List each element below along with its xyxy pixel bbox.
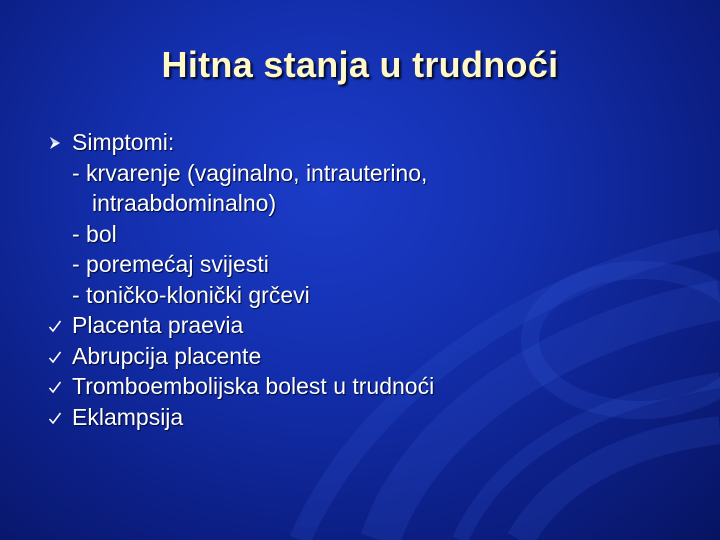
list-item-placenta-praevia: [46, 310, 706, 341]
list-item-label: Eklampsija: [72, 403, 184, 430]
bullet-list: [46, 127, 706, 432]
list-item-symptoms: [46, 127, 706, 310]
symptom-bleeding: - krvarenje (vaginalno, intrauterino,: [72, 159, 428, 186]
list-item-label: Tromboembolijska bolest u trudnoći: [72, 373, 435, 399]
symptom-pain: - bol: [72, 220, 117, 247]
checkmark-bullet-icon: [48, 371, 66, 401]
list-item-eclampsia: [46, 402, 706, 433]
slide-title: Hitna stanja u trudnoći: [161, 44, 559, 85]
list-item-label: Placenta praevia: [72, 312, 244, 338]
checkmark-bullet-icon: [48, 310, 66, 340]
list-item-label: Abrupcija placente: [72, 342, 262, 369]
list-item-abruption: [46, 341, 706, 372]
symptoms-heading: Simptomi:: [72, 129, 175, 155]
arrow-bullet-icon: [48, 127, 66, 157]
symptom-seizures: - toničko-klonički grčevi: [72, 281, 310, 308]
list-item-thromboembolism: [46, 371, 706, 402]
checkmark-bullet-icon: [48, 341, 66, 371]
symptom-consciousness: - poremećaj svijesti: [72, 251, 269, 277]
symptom-bleeding-continued: intraabdominalno): [92, 190, 277, 216]
checkmark-bullet-icon: [48, 402, 66, 432]
